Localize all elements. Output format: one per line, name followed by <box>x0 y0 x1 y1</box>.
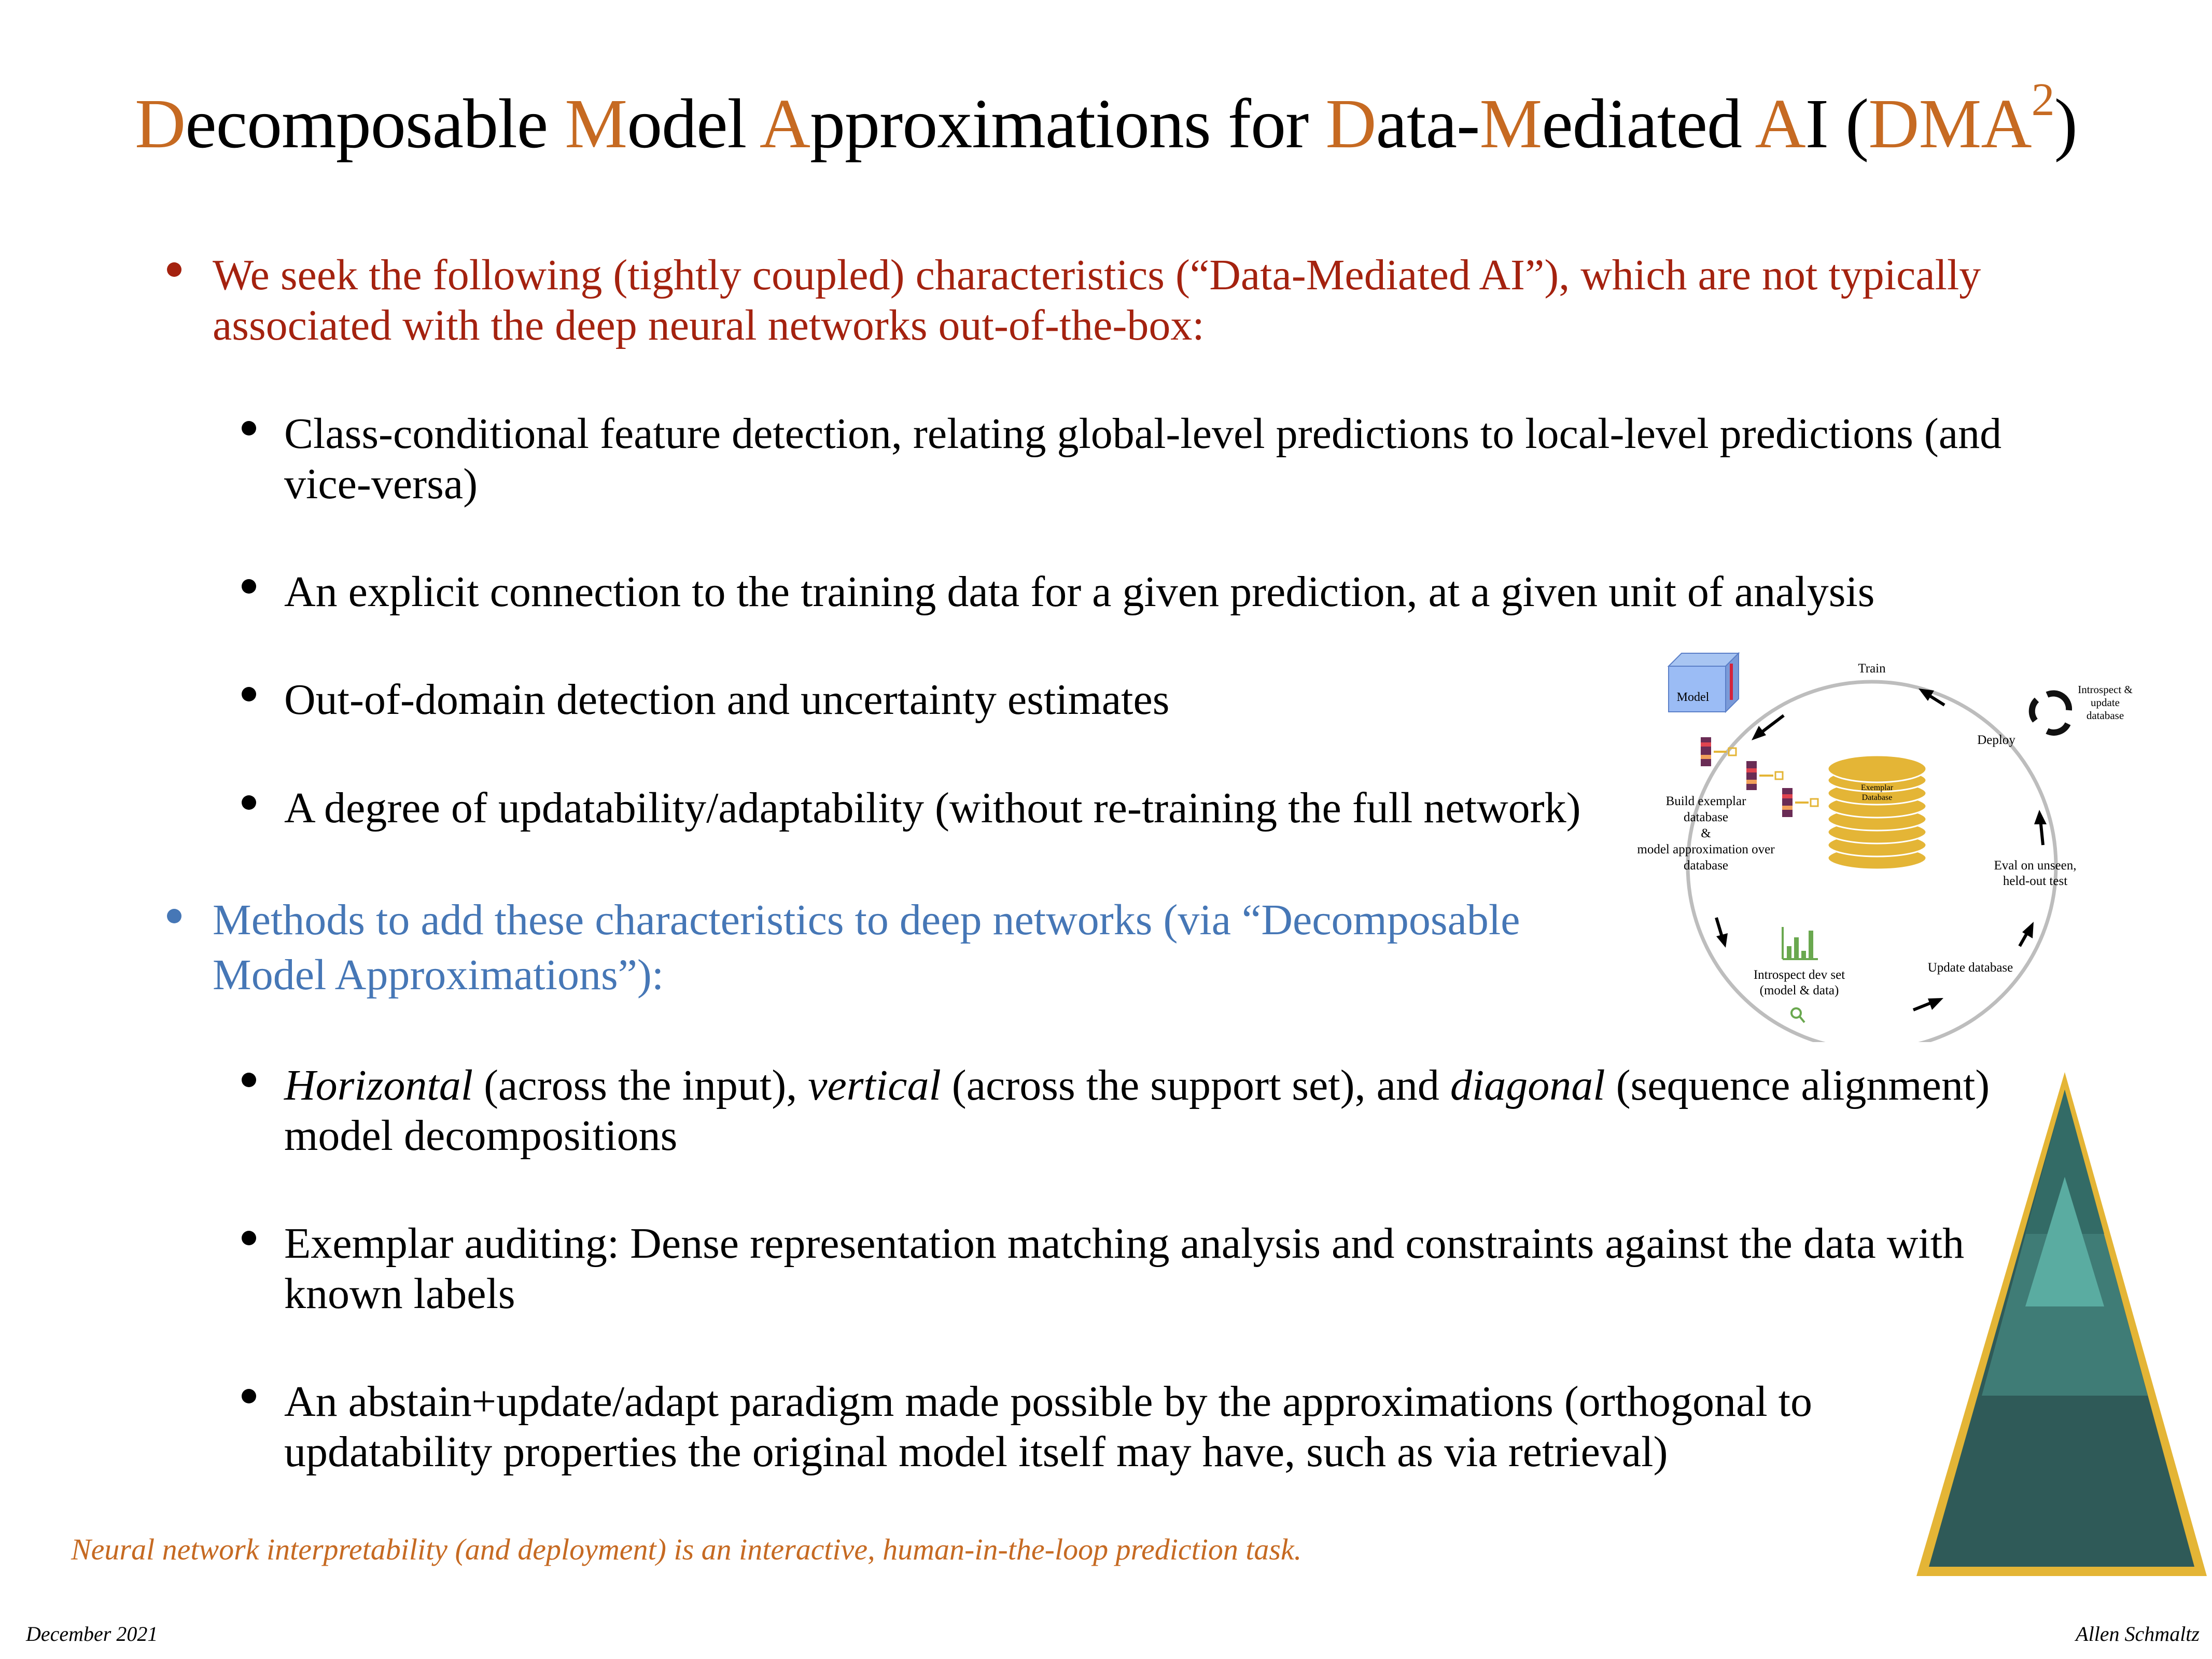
diagram-label-line: database <box>1683 810 1729 824</box>
bullet-text: vice-versa) <box>284 460 478 508</box>
footer-author: Allen Schmaltz <box>2076 1622 2200 1646</box>
diagram-label-line: Introspect dev set <box>1753 968 1845 982</box>
section2-line1: Methods to add these characteristics to deep networks (via “Decomposable <box>213 896 1520 944</box>
bar-chart-icon <box>1783 927 1818 959</box>
title-initial: M <box>1479 85 1542 163</box>
bullet-text: model decompositions <box>284 1112 678 1160</box>
title-acronym: DMA <box>1868 85 2032 163</box>
title-segment: I ( <box>1805 85 1869 163</box>
diagram-label-line: database <box>2086 709 2124 722</box>
bullet-exemplar-auditing <box>284 1218 1964 1319</box>
title-segment: odel <box>627 85 760 163</box>
refresh-icon <box>2032 693 2069 733</box>
diagram-label-line: Eval on unseen, <box>1994 859 2077 873</box>
diagram-build-label <box>1613 793 1799 874</box>
bullet-dot <box>242 1389 256 1403</box>
diagram-label-line: Introspect & <box>2078 683 2133 696</box>
bullet-abstain-update <box>284 1376 1812 1477</box>
section1-line1: We seek the following (tightly coupled) characteristics (“Data-Mediated AI”), which are not typically <box>213 251 1981 299</box>
magnifier-icon <box>1791 1008 1804 1022</box>
bullet-dot <box>242 687 256 701</box>
section1-heading <box>213 250 1981 350</box>
bullet-dot <box>242 421 256 435</box>
title-initial: A <box>1755 85 1805 163</box>
diagram-eval-label <box>1978 858 2092 889</box>
diagram-label-line: model approximation over <box>1637 842 1775 856</box>
title-text <box>135 85 1868 163</box>
bullet-dot <box>242 579 256 594</box>
bullet-text: Exemplar auditing: Dense representation matching analysis and constraints against the data with <box>284 1219 1965 1268</box>
title-initial: D <box>1325 85 1376 163</box>
title-segment: ata- <box>1376 85 1480 163</box>
italic-term: vertical <box>808 1061 941 1109</box>
slide-title <box>0 74 2212 163</box>
title-segment: ediated <box>1542 85 1755 163</box>
diagram-update-db-label: Update database <box>1927 961 2013 975</box>
diagram-label-line: held-out test <box>2003 874 2068 888</box>
bullet-text: (across the support set), and <box>941 1061 1450 1109</box>
diagram-label-line: database <box>1683 859 1729 873</box>
bullet-text: (across the input), <box>473 1061 808 1109</box>
diagram-label-line: Build exemplar <box>1665 794 1746 808</box>
bullet-text: (sequence alignment) <box>1605 1061 1990 1109</box>
bullet-decompositions <box>284 1060 1990 1161</box>
bullet-text: An abstain+update/adapt paradigm made possible by the approximations (orthogonal to <box>284 1377 1813 1426</box>
bullet-dot-red <box>167 262 181 277</box>
bullet-out-of-domain: Out-of-domain detection and uncertainty estimates <box>284 676 1170 724</box>
diagram-introspect-update-label <box>2069 683 2141 722</box>
title-close: ) <box>2054 85 2077 163</box>
bullet-updatability: A degree of updatability/adaptability (without re-training the full network) <box>284 784 1581 832</box>
section2-line2: Model Approximations”): <box>213 951 664 999</box>
section1-line2: associated with the deep neural networks out-of-the-box: <box>213 301 1205 349</box>
bullet-class-conditional <box>284 409 2001 509</box>
diagram-label-line: (model & data) <box>1759 983 1839 997</box>
footer-date: December 2021 <box>26 1622 158 1646</box>
diagram-label-line: update <box>2091 696 2120 709</box>
diagram-deploy-label: Deploy <box>1977 733 2015 747</box>
title-initial: D <box>135 85 186 163</box>
footer-note: Neural network interpretability (and deployment) is an interactive, human-in-the-loop prediction task. <box>71 1533 1302 1566</box>
bullet-explicit-connection: An explicit connection to the training data for a given prediction, at a given unit of analysis <box>284 568 1875 616</box>
title-segment: pproximations for <box>810 85 1326 163</box>
bullet-dot <box>242 1073 256 1087</box>
title-initial: A <box>759 85 810 163</box>
diagram-label-line: Database <box>1861 793 1893 802</box>
exemplar-database-icon <box>1828 755 1926 869</box>
bullet-dot <box>242 1231 256 1245</box>
triangle-logo <box>1913 1068 2212 1581</box>
section2-heading <box>213 893 1520 1003</box>
italic-term: Horizontal <box>284 1061 473 1109</box>
diagram-train-label: Train <box>1858 662 1886 676</box>
bullet-text: known labels <box>284 1270 515 1318</box>
diagram-model-label: Model <box>1676 691 1710 704</box>
diagram-label-line: Exemplar <box>1860 783 1894 792</box>
bullet-text: updatability properties the original model itself may have, such as via retrieval) <box>284 1428 1668 1476</box>
bullet-dot <box>242 795 256 810</box>
title-segment: ecomposable <box>185 85 565 163</box>
title-initial: M <box>565 85 627 163</box>
diagram-introspect-dev-label <box>1732 967 1867 999</box>
bullet-text: Class-conditional feature detection, relating global-level predictions to local-level predictions (and <box>284 410 2002 458</box>
diagram-label-line: & <box>1701 826 1711 840</box>
italic-term: diagonal <box>1450 1061 1605 1109</box>
diagram-exemplar-db-label <box>1843 783 1911 803</box>
title-superscript: 2 <box>2031 74 2054 125</box>
bullet-dot-blue <box>167 909 181 923</box>
